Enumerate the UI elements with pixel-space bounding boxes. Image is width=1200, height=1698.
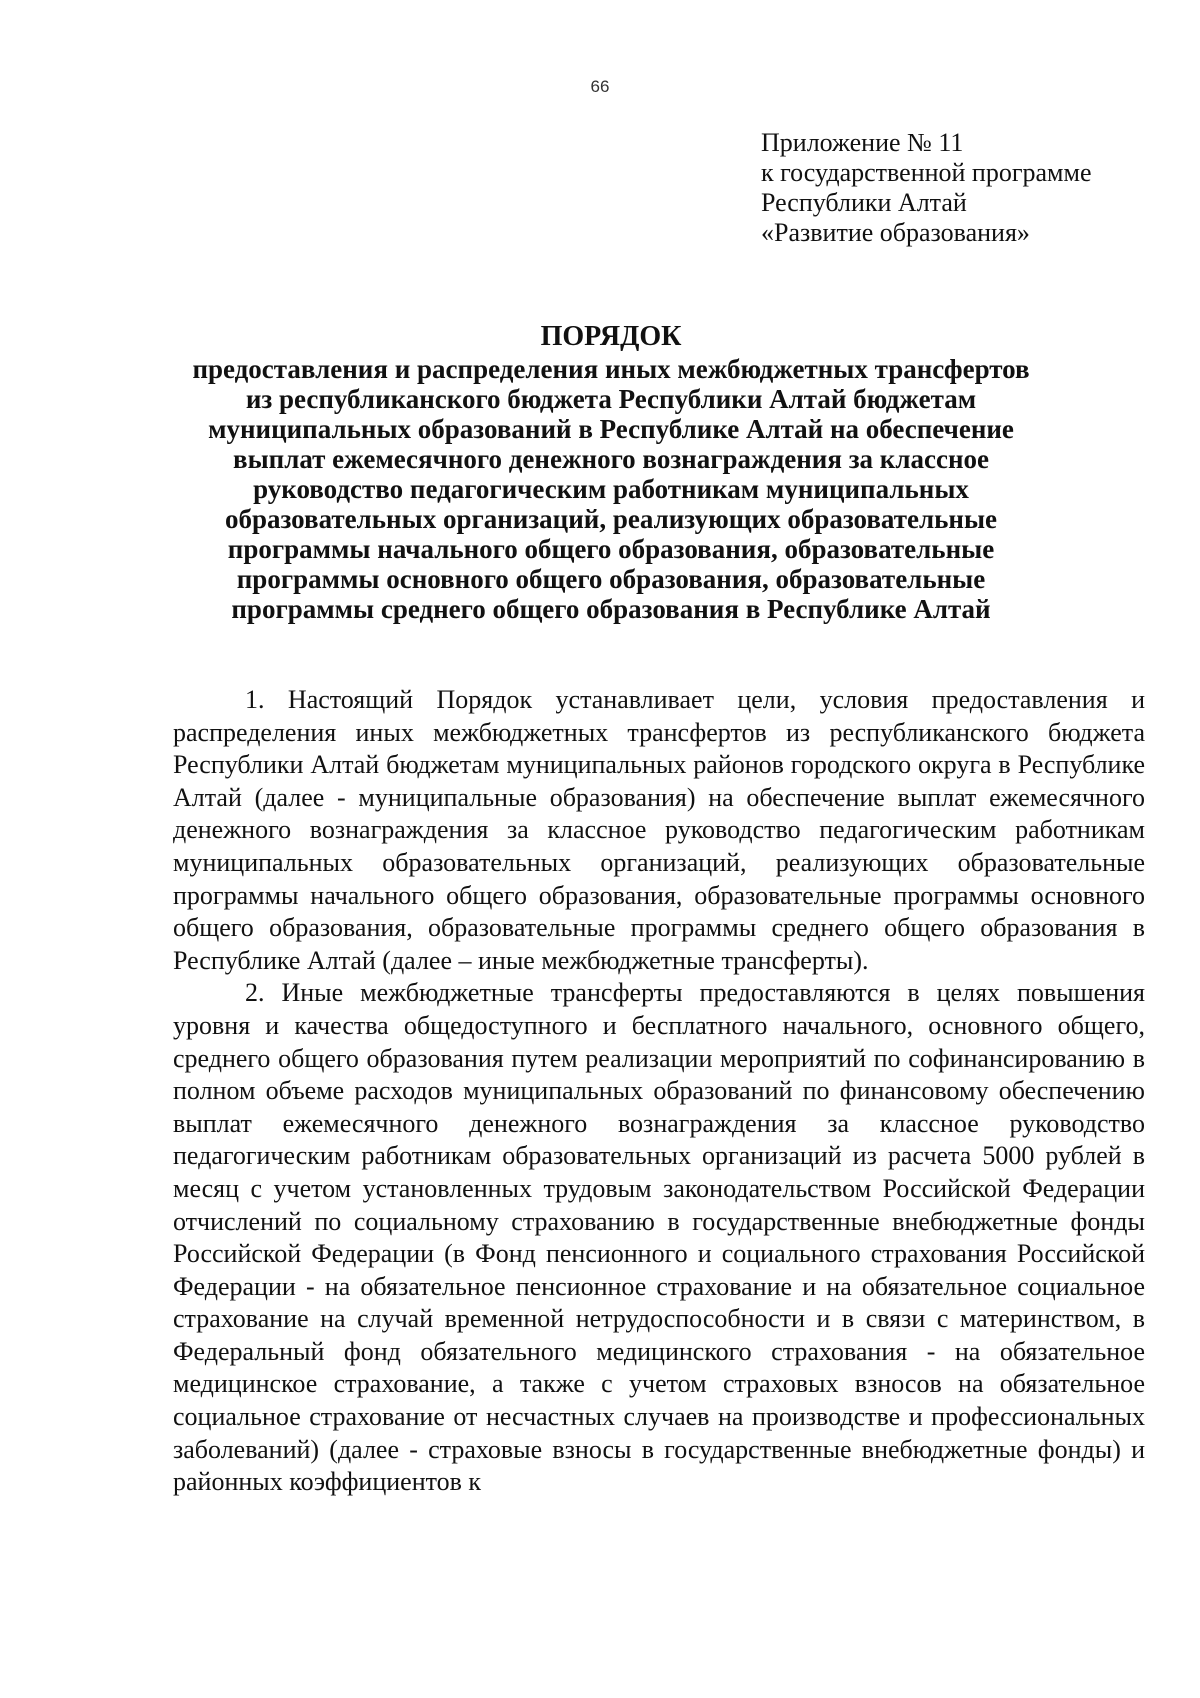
appendix-line: Республики Алтай	[761, 188, 967, 217]
document-body	[173, 684, 1145, 1499]
document-subtitle-line: образовательных организаций, реализующих образовательные	[224, 504, 998, 534]
document-subtitle-line: из республиканского бюджета Республики Алтай бюджетам	[245, 384, 977, 414]
appendix-line: «Развитие образования»	[761, 218, 1030, 247]
document-subtitle-line: программы среднего общего образования в Республике Алтай	[231, 594, 991, 624]
document-heading	[190, 322, 1032, 624]
appendix-line: к государственной программе	[761, 158, 1092, 187]
document-subtitle-line: предоставления и распределения иных межбюджетных трансфертов	[192, 354, 1030, 384]
appendix-reference	[761, 128, 1092, 248]
paragraph-2: 2. Иные межбюджетные трансферты предоставляются в целях повышения уровня и качества общедоступного и бесплатного начального, основного общего, среднего общего образования путем реализации мероприятий по софинансированию в полном объеме расходов муниципальных образований по финансовому обеспечению выплат ежемесячного денежного вознаграждения за классное руководство педагогическим работникам образовательных организаций из расчета 5000 рублей в месяц с учетом установленных трудовым законодательством Российской Федерации отчислений по социальному страхованию в государственные внебюджетные фонды Российской Федерации (в Фонд пенсионного и социального страхования Российской Федерации - на обязательное пенсионное страхование и на обязательное социальное страхование на случай временной нетрудоспособности и в связи с материнством, в Федеральный фонд обязательного медицинского страхования - на обязательное медицинское страхование, а также с учетом страховых взносов на обязательное социальное страхование от несчастных случаев на производстве и профессиональных заболеваний) (далее - страховые взносы в государственные внебюджетные фонды) и районных коэффициентов к	[173, 978, 1145, 1497]
document-subtitle-line: программы основного общего образования, образовательные	[236, 564, 986, 594]
document-title: ПОРЯДОК	[540, 321, 682, 352]
document-subtitle-line: выплат ежемесячного денежного вознаграждения за классное	[232, 444, 990, 474]
paragraph-1: 1. Настоящий Порядок устанавливает цели, условия предоставления и распределения иных межбюджетных трансфертов из республиканского бюджета Республики Алтай бюджетам муниципальных районов городского округа в Республике Алтай (далее - муниципальные образования) на обеспечение выплат ежемесячного денежного вознаграждения за классное руководство педагогическим работникам муниципальных образовательных организаций, реализующих образовательные программы начального общего образования, образовательные программы основного общего образования, образовательные программы среднего общего образования в Республике Алтай (далее – иные межбюджетные трансферты).	[173, 685, 1145, 975]
page-number: 66	[590, 77, 610, 96]
appendix-line: Приложение № 11	[761, 128, 964, 157]
document-subtitle-line: программы начального общего образования, образовательные	[227, 534, 995, 564]
document-subtitle-line: руководство педагогическим работникам муниципальных	[253, 474, 969, 504]
document-subtitle-line: муниципальных образований в Республике Алтай на обеспечение	[208, 414, 1014, 444]
